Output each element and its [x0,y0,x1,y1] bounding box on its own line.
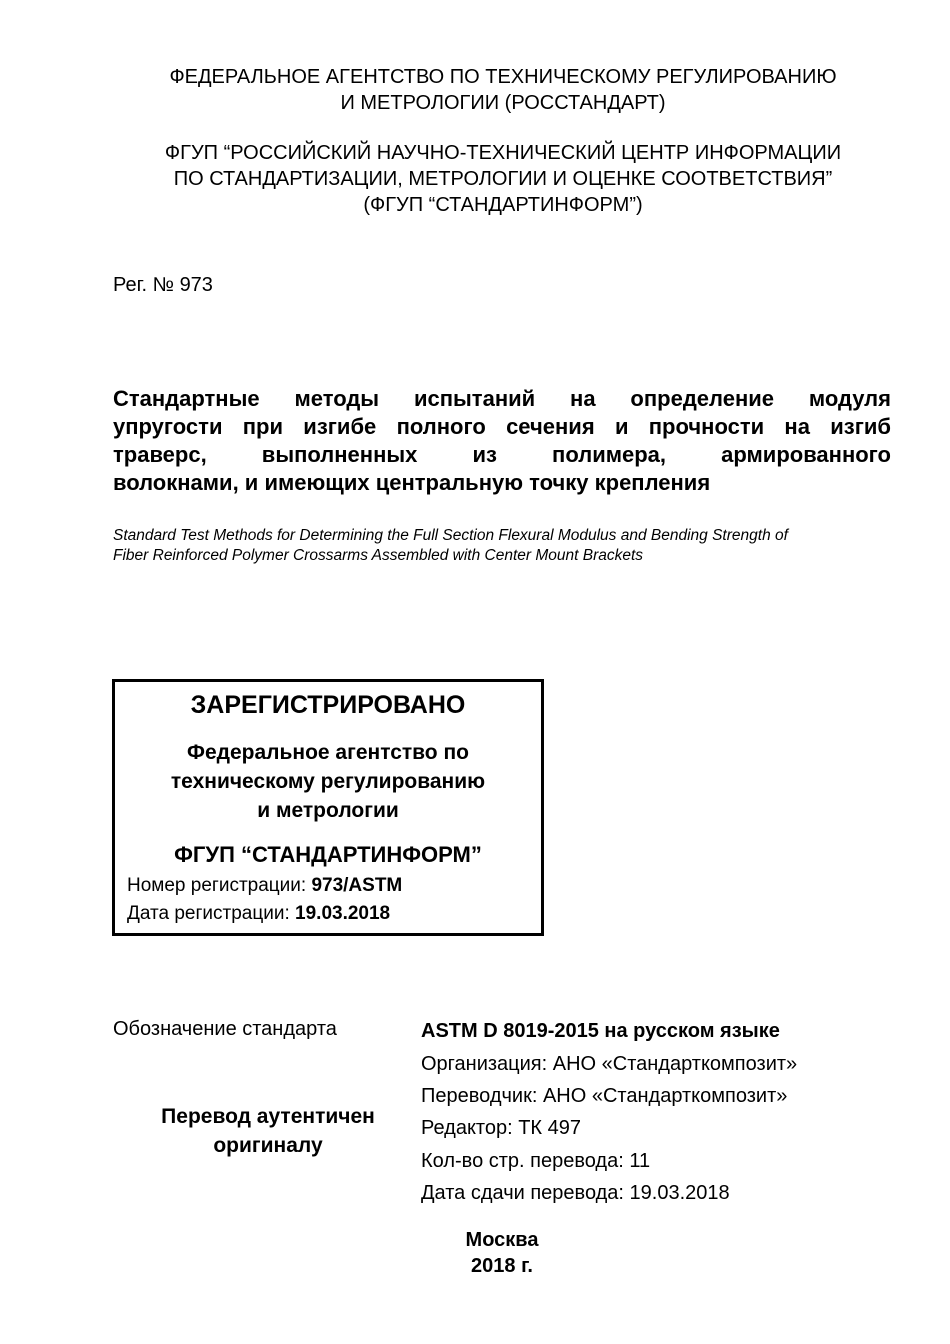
stamp-reg-date-label: Дата регистрации: [127,903,296,924]
fgup-line-3: (ФГУП “СТАНДАРТИНФОРМ”) [363,194,643,216]
title-en-line-2: Fiber Reinforced Polymer Crossarms Assembled with Center Mount Brackets [113,547,644,564]
fgup-line-1: ФГУП “РОССИЙСКИЙ НАУЧНО-ТЕХНИЧЕСКИЙ ЦЕНТР ИНФОРМАЦИИ [164,142,842,164]
stamp-reg-date-value: 19.03.2018 [295,903,391,924]
registration-stamp [112,679,544,936]
title-en-line-1: Standard Test Methods for Determining the Full Section Flexural Modulus and Bending Strength of [113,527,788,544]
page-count: Кол-во стр. перевода: 11 [421,1150,651,1172]
editor: Редактор: ТК 497 [421,1117,581,1139]
submission-date: Дата сдачи перевода: 19.03.2018 [421,1182,730,1204]
title-ru-line-1: Стандартные методы испытаний на определение модуля [113,386,891,411]
authentic-note [133,1102,403,1160]
stamp-agency-line-3: и метрологии [257,799,399,822]
agency-line-2: И МЕТРОЛОГИИ (РОССТАНДАРТ) [340,92,666,114]
designation-label: Обозначение стандарта [113,1018,337,1040]
document-title-ru [113,385,891,497]
authentic-line-1: Перевод аутентичен [161,1105,375,1128]
stamp-heading: ЗАРЕГИСТРИРОВАНО [190,691,466,719]
agency-line-1: ФЕДЕРАЛЬНОЕ АГЕНТСТВО ПО ТЕХНИЧЕСКОМУ РЕГУЛИРОВАНИЮ [169,66,837,88]
fgup-header [0,140,950,218]
agency-header [0,64,950,116]
title-ru-line-3: траверс, выполненных из полимера, армированного [113,442,891,467]
stamp-reg-number-label: Номер регистрации: [127,875,312,896]
fgup-line-2: ПО СТАНДАРТИЗАЦИИ, МЕТРОЛОГИИ И ОЦЕНКЕ СООТВЕТСТВИЯ” [173,168,833,190]
authentic-line-2: оригиналу [213,1134,323,1157]
translator: Переводчик: АНО «Стандарткомпозит» [421,1085,788,1107]
stamp-fgup: ФГУП “СТАНДАРТИНФОРМ” [174,842,482,867]
title-ru-line-4: волокнами, и имеющих центральную точку крепления [113,470,711,495]
stamp-reg-number [127,875,402,897]
stamp-reg-date [127,903,390,925]
stamp-agency-line-1: Федеральное агентство по [187,741,469,764]
stamp-agency [115,738,541,825]
footer-year: 2018 г. [471,1255,533,1277]
standard-designation: ASTM D 8019-2015 на русском языке [421,1020,780,1042]
organization: Организация: АНО «Стандарткомпозит» [421,1053,798,1075]
document-title-en [113,526,903,566]
registration-number: Рег. № 973 [113,274,213,296]
footer-city: Москва [465,1229,539,1251]
stamp-agency-line-2: техническому регулированию [170,770,486,793]
title-ru-line-2: упругости при изгибе полного сечения и прочности на изгиб [113,414,891,439]
stamp-reg-number-value: 973/ASTM [311,875,403,896]
